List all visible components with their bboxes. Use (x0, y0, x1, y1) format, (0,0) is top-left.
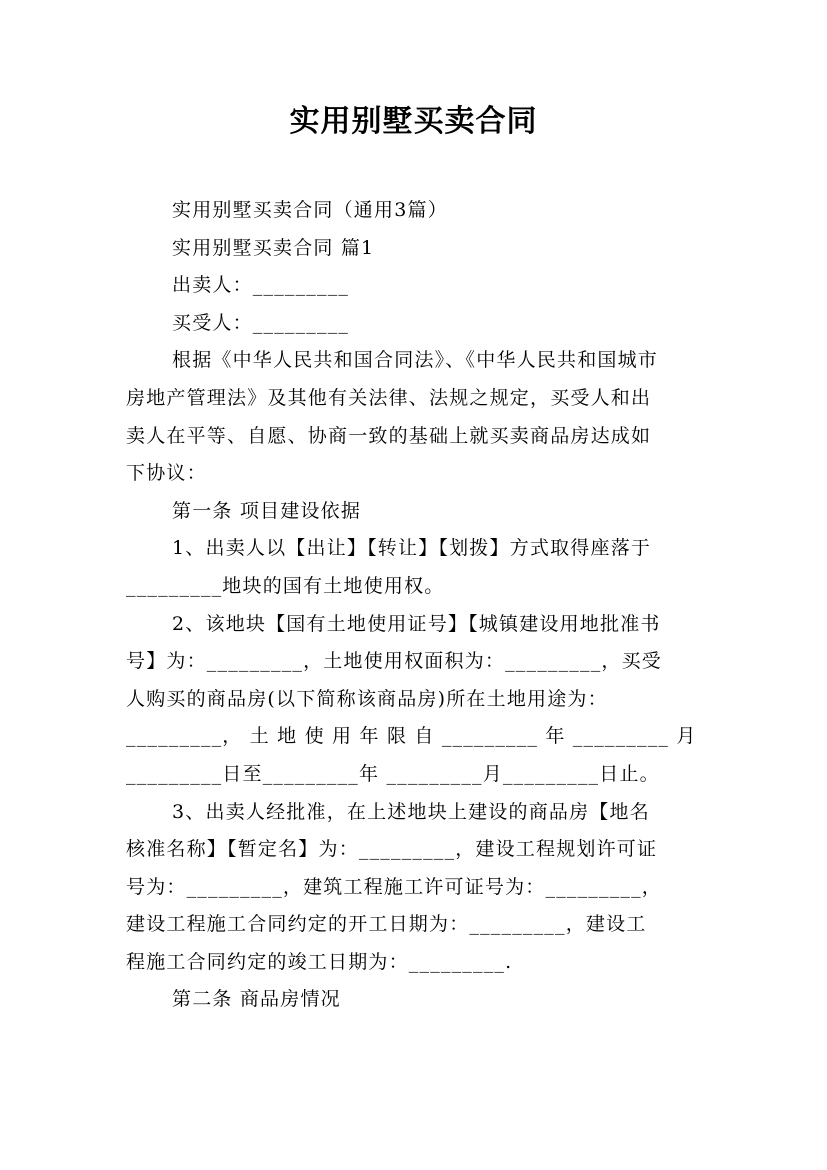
paragraph-line: 卖人在平等、自愿、协商一致的基础上就买卖商品房达成如 (126, 424, 652, 447)
document-body (126, 192, 706, 1019)
seller-line: 出卖人：_________ (172, 274, 350, 297)
article-heading: 第二条 商品房情况 (172, 988, 341, 1011)
buyer-line: 买受人：_________ (172, 311, 350, 334)
paragraph-line: _________地块的国有土地使用权。 (126, 574, 445, 597)
paragraph-line: 3、出卖人经批准，在上述地块上建设的商品房【地名 (172, 800, 650, 823)
paragraph-line: _________， 土 地 使 用 年 限 自 _________ 年 _________ 月 (126, 725, 697, 748)
section-heading: 实用别墅买卖合同 篇1 (172, 236, 375, 259)
paragraph-line: 根据《中华人民共和国合同法》、《中华人民共和国城市 (172, 349, 659, 372)
paragraph-line: 1、出卖人以【出让】【转让】【划拨】方式取得座落于 (172, 537, 652, 560)
paragraph-line: 下协议： (126, 462, 207, 485)
subtitle-line: 实用别墅买卖合同（通用3篇） (172, 199, 448, 221)
paragraph-line: 2、该地块【国有土地使用证号】【城镇建设用地批准书 (172, 612, 661, 635)
paragraph-line: 核准名称】【暂定名】为：_________，建设工程规划许可证 (126, 838, 658, 861)
document-title: 实用别墅买卖合同 (289, 104, 538, 139)
paragraph-line: 号为：_________，建筑工程施工许可证号为：_________， (126, 875, 663, 898)
paragraph-line: 号】为：_________，土地使用权面积为：_________，买受 (126, 650, 663, 673)
paragraph-line: 程施工合同约定的竣工日期为：_________. (126, 950, 513, 973)
paragraph-line: _________日至_________年 _________月_________日止。 (126, 762, 660, 785)
paragraph-line: 建设工程施工合同约定的开工日期为：_________，建设工 (126, 913, 647, 936)
paragraph-line: 房地产管理法》及其他有关法律、法规之规定，买受人和出 (126, 386, 652, 409)
article-heading: 第一条 项目建设依据 (172, 499, 362, 522)
paragraph-line: 人购买的商品房(以下简称该商品房)所在土地用途为： (126, 687, 608, 710)
